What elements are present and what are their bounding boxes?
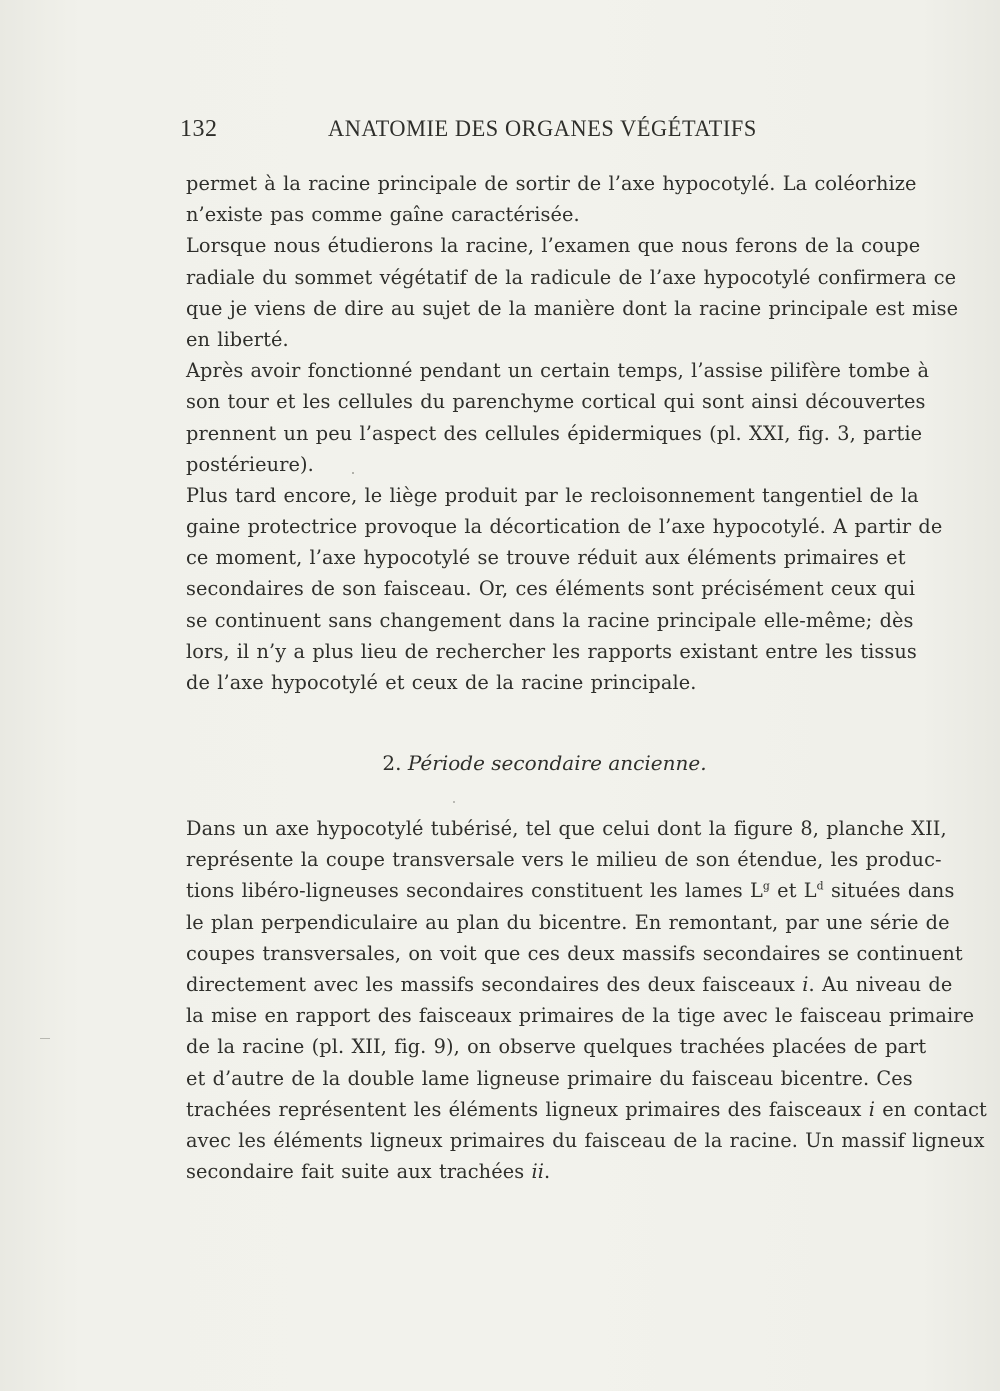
italic-reference: i <box>802 972 809 996</box>
section-heading <box>186 748 903 778</box>
text-line: avec les éléments ligneux primaires du faisceau de la racine. Un massif ligneux <box>186 1128 985 1152</box>
text-fragment: . <box>544 1160 551 1184</box>
text-line: représente la coupe transversale vers le milieu de son étendue, les produc- <box>186 848 942 872</box>
text-line: permet à la racine principale de sortir de l’axe hypocotylé. La coléorhize <box>186 172 917 195</box>
text-line: son tour et les cellules du parenchyme cortical qui sont ainsi découvertes <box>186 390 926 414</box>
italic-reference: i <box>868 1097 876 1121</box>
text-line: radiale du sommet végétatif de la radicule de l’axe hypocotylé confirmera ce <box>186 265 957 289</box>
text-line: Dans un axe hypocotylé tubérisé, tel que celui dont la figure 8, planche XII, <box>186 817 947 840</box>
section-number: 2. <box>382 751 402 775</box>
ink-speck <box>453 801 455 803</box>
text-fragment: et L <box>769 879 817 903</box>
text-line <box>186 1094 987 1125</box>
text-line <box>186 875 955 906</box>
text-line: Plus tard encore, le liège produit par le recloisonnement tangentiel de la <box>186 483 919 507</box>
text-fragment: trachées représentent les éléments ligneux primaires des faisceaux <box>186 1097 869 1121</box>
italic-reference: ii <box>531 1160 545 1184</box>
text-line: prennent un peu l’aspect des cellules épidermiques (pl. XXI, fig. 3, partie <box>186 421 923 445</box>
text-fragment: situées dans <box>823 879 955 903</box>
text-block-lower <box>186 813 987 1187</box>
text-fragment: en contact <box>875 1097 987 1121</box>
page-header <box>180 116 900 146</box>
text-line <box>186 969 953 1000</box>
text-line: lors, il n’y a plus lieu de rechercher les rapports existant entre les tissus <box>186 639 917 663</box>
running-title: ANATOMIE DES ORGANES VÉGÉTATIFS <box>328 116 757 141</box>
text-fragment: directement avec les massifs secondaires des deux faisceaux <box>186 972 803 996</box>
text-line <box>186 1156 892 1187</box>
text-line: secondaires de son faisceau. Or, ces éléments sont précisément ceux qui <box>186 577 916 601</box>
text-fragment: tions libéro-ligneuses secondaires constituent les lames L <box>186 879 763 903</box>
page-number: 132 <box>180 116 218 142</box>
text-line: en liberté. <box>186 327 289 351</box>
text-line: que je viens de dire au sujet de la manière dont la racine principale est mise <box>186 296 959 320</box>
text-line: Après avoir fonctionné pendant un certain temps, l’assise pilifère tombe à <box>186 359 930 383</box>
text-line: n’existe pas comme gaîne caractérisée. <box>186 203 580 227</box>
section-title: Période secondaire ancienne. <box>407 751 707 775</box>
text-line: de la racine (pl. XII, fig. 9), on observe quelques trachées placées de part <box>186 1035 927 1059</box>
text-line: ce moment, l’axe hypocotylé se trouve réduit aux éléments primaires et <box>186 546 906 570</box>
text-line: postérieure). <box>186 452 314 476</box>
text-line: coupes transversales, on voit que ces deux massifs secondaires se continuent <box>186 941 963 965</box>
text-fragment: . Au niveau de <box>808 972 953 996</box>
text-line: et d’autre de la double lame ligneuse primaire du faisceau bicentre. Ces <box>186 1066 913 1090</box>
margin-mark <box>40 1038 50 1039</box>
superscript: d <box>816 879 824 893</box>
superscript: g <box>762 879 770 893</box>
text-line: de l’axe hypocotylé et ceux de la racine principale. <box>186 671 697 694</box>
text-fragment: secondaire fait suite aux trachées <box>186 1160 532 1184</box>
text-line: gaine protectrice provoque la décortication de l’axe hypocotylé. A partir de <box>186 515 943 539</box>
text-line: se continuent sans changement dans la racine principale elle-même; dès <box>186 608 914 632</box>
text-line: le plan perpendiculaire au plan du bicentre. En remontant, par une série de <box>186 910 950 934</box>
text-line: la mise en rapport des faisceaux primaires de la tige avec le faisceau primaire <box>186 1004 975 1028</box>
text-block-upper <box>186 168 959 698</box>
text-line: Lorsque nous étudierons la racine, l’examen que nous ferons de la coupe <box>186 234 921 258</box>
